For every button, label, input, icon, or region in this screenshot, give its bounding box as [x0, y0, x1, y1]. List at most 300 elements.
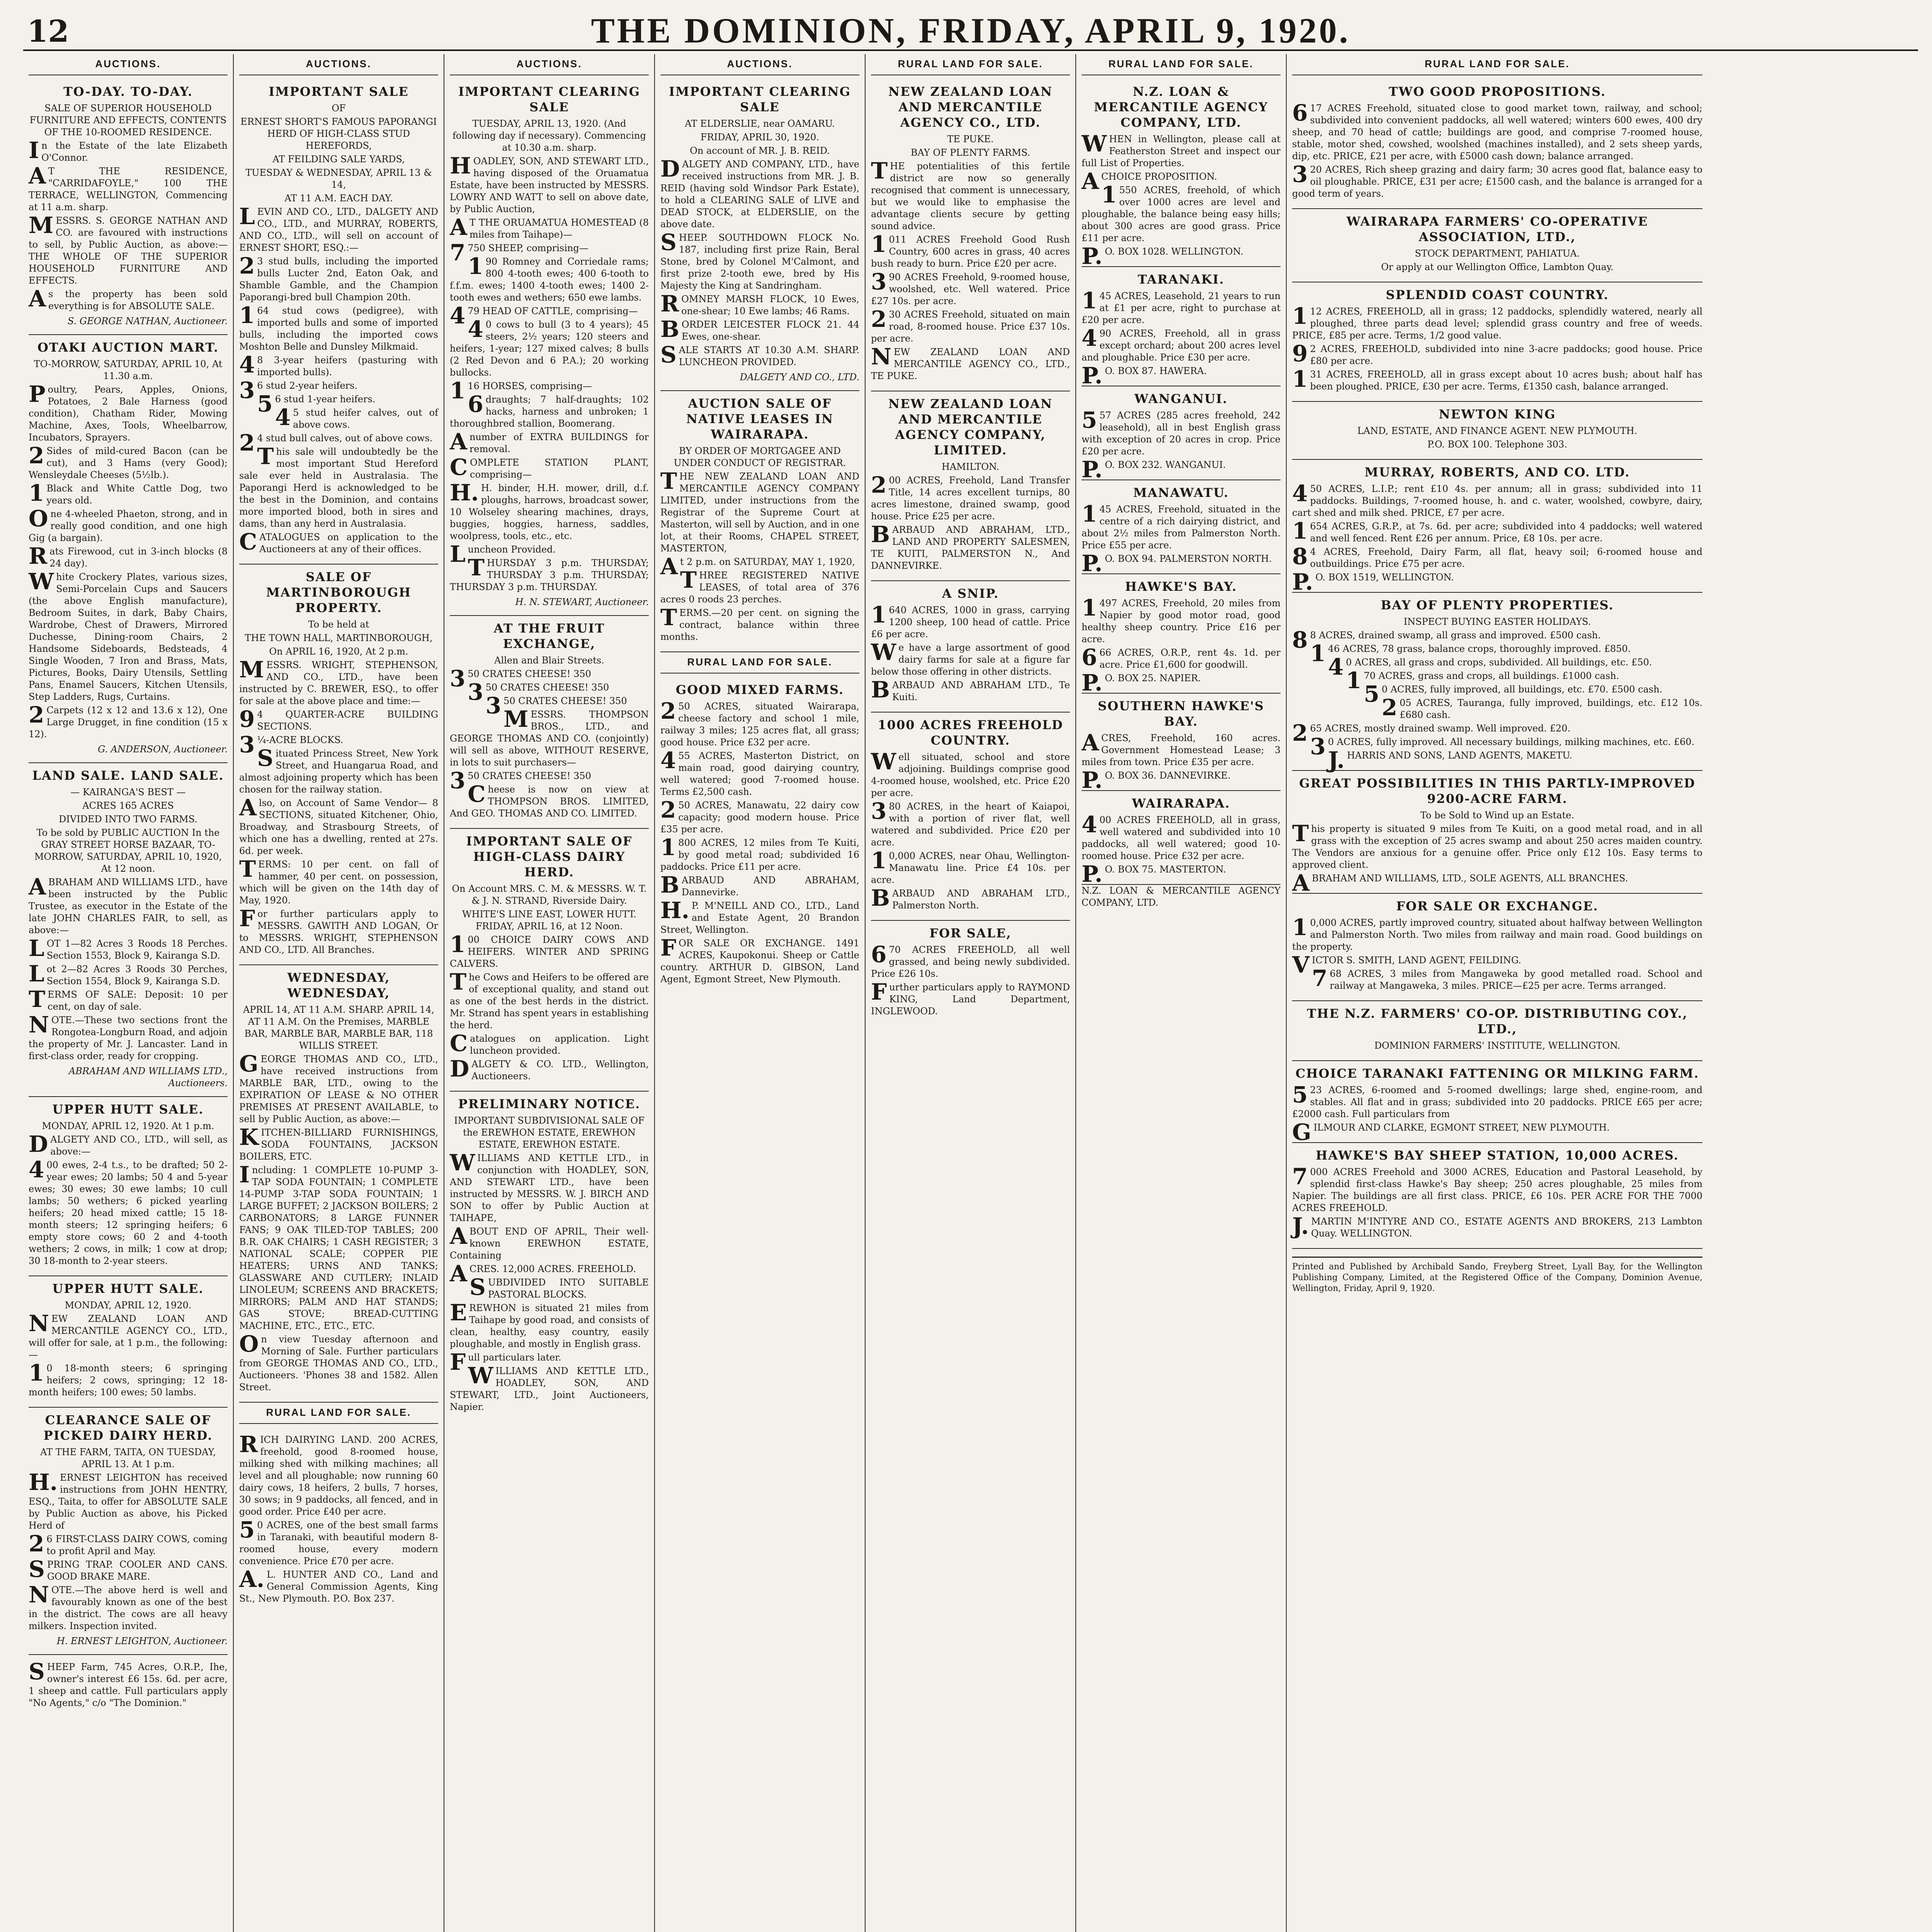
- column-heading: AUCTIONS.: [660, 54, 859, 75]
- ad-subheading: P.O. BOX 100. Telephone 303.: [1427, 439, 1567, 450]
- ad-body-paragraph: 265 ACRES, mostly drained swamp. Well improved. £20.: [1292, 720, 1571, 746]
- ad-heading: CLEARANCE SALE OF PICKED DAIRY HERD.: [43, 1413, 213, 1443]
- ad-subheading: AT ELDERSLIE, near OAMARU.: [685, 118, 835, 129]
- masthead: [23, 7, 1918, 51]
- ad-signature: H. N. STEWART, Auctioneer.: [515, 597, 649, 607]
- ad-body-paragraph: THE NEW ZEALAND LOAN AND MERCANTILE AGENCY COMPANY LIMITED, under instructions from the Registrar of the Supreme Court at Masterton, will sell by Auction, and in one lot, at their Rooms, CHAPEL STREET, MASTERTON,: [660, 468, 859, 554]
- ad-heading: LAND SALE. LAND SALE.: [32, 768, 224, 783]
- ad-body-paragraph: 10,000 ACRES, partly improved country, situated about halfway between Wellington and Palmerston North. Two miles from railway and main road. Good buildings on the property.: [1292, 914, 1702, 952]
- ad-body-paragraph: This sale will undoubtedly be the most important Stud Hereford sale ever held in Australasia. The Paporangi Herd is acknowledged to be the best in the Dominion, and contains more imported blood, both in sires and dams, than any herd in Australasia.: [239, 443, 438, 529]
- ad-heading: MURRAY, ROBERTS, AND CO. LTD.: [1364, 465, 1630, 480]
- ad-body-paragraph: 350 CRATES CHEESE! 350: [450, 767, 591, 794]
- ad-body-paragraph: H.H. binder, H.H. mower, drill, d.f. ploughs, harrows, broadcast sower, 10 Wolseley shearing machines, drays, buggies, hoggies, harness, saddles, woolpress, tools, etc., etc.: [450, 480, 649, 541]
- ad-heading: TARANAKI.: [1138, 272, 1225, 287]
- ad-heading: TWO GOOD PROPOSITIONS.: [1388, 84, 1606, 99]
- advertisement: [239, 79, 438, 565]
- ad-body-paragraph: 490 ACRES, Freehold, all in grass except orchard; about 200 acres level and ploughable. Price £30 per acre.: [1082, 325, 1281, 363]
- ad-body-paragraph: NEW ZEALAND LOAN AND MERCANTILE AGENCY CO., LTD., TE PUKE.: [871, 344, 1070, 381]
- ad-heading: A SNIP.: [942, 586, 999, 601]
- advertisement: [660, 677, 859, 994]
- ad-heading: OTAKI AUCTION MART.: [37, 340, 219, 355]
- ad-body-paragraph: 390 ACRES Freehold, 9-roomed house, woolshed, etc. Well watered. Price £27 10s. per acre.: [871, 269, 1070, 306]
- ad-body-paragraph: 7000 ACRES Freehold and 3000 ACRES, Education and Pastoral Leasehold, by splendid first-class Hawke's Bay sheep; 250 acres ploughable, 25 miles from Napier. The buildings are all first class. PRICE, £6 10s. PER ACRE FOR THE 7000 ACRES FREEHOLD.: [1292, 1163, 1702, 1213]
- ad-subheading: Allen and Blair Streets.: [494, 655, 604, 666]
- advertisement: [1082, 574, 1281, 694]
- advertisement: [239, 565, 438, 965]
- ad-body-paragraph: 50 ACRES, one of the best small farms in Taranaki, with beautiful modern 8-roomed house, every modern convenience. Price £70 per acre.: [239, 1517, 438, 1566]
- section-heading: RURAL LAND FOR SALE.: [660, 652, 859, 673]
- ad-body-paragraph: SUBDIVIDED INTO SUITABLE PASTORAL BLOCKS.: [469, 1274, 649, 1300]
- ad-body-paragraph: 88 ACRES, drained swamp, all grass and improved. £500 cash.: [1292, 627, 1601, 653]
- ad-body-paragraph: 24 stud bull calves, out of above cows.: [239, 430, 433, 456]
- ad-heading: WANGANUI.: [1134, 391, 1228, 406]
- ad-body-paragraph: 10 18-month steers; 6 springing heifers; 2 cows, springing; 12 18-month heifers; 100 ewes; 50 lambs.: [29, 1360, 228, 1398]
- ad-subheading: To be held at: [308, 619, 369, 630]
- ad-body-paragraph: 350 CRATES CHEESE! 350: [450, 665, 591, 692]
- ad-body-paragraph: J.MARTIN M'INTYRE AND CO., ESTATE AGENTS AND BROKERS, 213 Lambton Quay. WELLINGTON.: [1292, 1213, 1702, 1239]
- ad-body-paragraph: 145 ACRES, Leasehold, 21 years to run at £1 per acre, right to purchase at £20 per acre.: [1082, 287, 1281, 325]
- ad-body-paragraph: SHEEP Farm, 745 Acres, O.R.P., Ihe, owner's interest £6 15s. 6d. per acre, 1 sheep and cattle. Full particulars apply "No Agents," c/o "The Dominion.": [29, 1658, 228, 1708]
- ad-body-paragraph: Also, on Account of Same Vendor— 8 SECTIONS, situated Kitchener, Ohio, Broadway, and Strasbourg Streets, of which one has a dwelling, rented at 27s. 6d. per week.: [239, 794, 438, 856]
- ad-heading: GOOD MIXED FARMS.: [675, 682, 844, 697]
- ad-heading: BAY OF PLENTY PROPERTIES.: [1381, 598, 1614, 612]
- ad-heading: WAIRARAPA.: [1132, 796, 1230, 811]
- ad-heading: MANAWATU.: [1133, 485, 1229, 500]
- ad-body-paragraph: Lot 2—82 Acres 3 Roods 30 Perches, Section 1554, Block 9, Kairanga S.D.: [29, 961, 228, 987]
- advertisement: [29, 1276, 228, 1408]
- ad-signature: H. ERNEST LEIGHTON, Auctioneer.: [56, 1636, 228, 1646]
- ad-body-paragraph: 112 ACRES, FREEHOLD, all in grass; 12 paddocks, splendidly watered, nearly all ploughed, three parts dead level; splendid grass country and free of weeds. PRICE, £85 per acre. Terms, 1/2 good value.: [1292, 303, 1702, 341]
- ad-body-paragraph: 1Black and White Cattle Dog, two years old.: [29, 480, 228, 506]
- ad-subheading: SALE OF SUPERIOR HOUSEHOLD FURNITURE AND EFFECTS, CONTENTS OF THE 10-ROOMED RESIDENCE.: [29, 103, 227, 138]
- ad-subheading: WHITE'S LINE EAST, LOWER HUTT. FRIDAY, APRIL 16, at 12 Noon.: [462, 909, 637, 932]
- ad-subheading: AT THE FARM, TAITA, ON TUESDAY, APRIL 13. At 1 p.m.: [40, 1447, 216, 1469]
- advertisement: [871, 921, 1070, 1026]
- ad-subheading: MONDAY, APRIL 12, 1920.: [65, 1300, 192, 1311]
- ad-body-paragraph: WILLIAMS AND KETTLE LTD., in conjunction with HOADLEY, SON, AND STEWART LTD., have been instructed by MESSRS. W. J. BIRCH AND SON to offer by Public Auction at TAIHAPE,: [450, 1150, 649, 1223]
- ad-body-paragraph: BARBAUD AND ABRAHAM LTD., Te Kuiti.: [871, 677, 1070, 703]
- ad-body-paragraph: 145 ACRES, Freehold, situated in the centre of a rich dairying district, and about 2½ miles from Palmerston North. Price £55 per acre.: [1082, 501, 1281, 551]
- ad-body-paragraph: P.O. BOX 232. WANGANUI.: [1082, 456, 1226, 483]
- ad-heading: UPPER HUTT SALE.: [52, 1102, 204, 1117]
- ad-body-paragraph: 7750 SHEEP, comprising—: [450, 240, 588, 266]
- ad-body-paragraph: J.HARRIS AND SONS, LAND AGENTS, MAKETU.: [1328, 747, 1573, 773]
- ad-body-paragraph: DALGETY AND COMPANY, LTD., have received instructions from MR. J. B. REID (having sold Windsor Park Estate), to hold a CLEARING SALE of LIVE and DEAD STOCK, at ELDERSLIE, on the above date.: [660, 156, 859, 230]
- section-heading: RURAL LAND FOR SALE.: [239, 1403, 438, 1424]
- ad-body-paragraph: Further particulars apply to RAYMOND KING, Land Department, INGLEWOOD.: [871, 979, 1070, 1017]
- ad-subheading: On account of MR. J. B. REID.: [690, 145, 830, 156]
- ad-body-paragraph: 146 ACRES, 78 grass, balance crops, thoroughly improved. £850.: [1310, 640, 1631, 667]
- ad-body-paragraph: DALGETY & CO. LTD., Wellington, Auctioneers.: [450, 1056, 649, 1082]
- ad-body-paragraph: We have a large assortment of good dairy farms for sale at a figure far below those offering in other districts.: [871, 639, 1070, 677]
- advertisement: [1292, 1061, 1702, 1143]
- ad-heading: GREAT POSSIBILITIES IN THIS PARTLY-IMPROVED 9200-ACRE FARM.: [1299, 776, 1696, 806]
- ad-body-paragraph: SPRING TRAP. COOLER AND CANS. GOOD BRAKE MARE.: [29, 1556, 228, 1582]
- ad-body-paragraph: Including: 1 COMPLETE 10-PUMP 3-TAP SODA FOUNTAIN; 1 COMPLETE 14-PUMP 3-TAP SODA FOUNTAIN; 1 LARGE BUFFET; 2 JACKSON BOILERS; 2 CARBONATORS; 8 LARGE FUNNER FANS; 9 OAK TILED-TOP TABLES; 200 B.R. OAK CHAIRS; 1 CASH REGISTER; 3 NATIONAL SCALE; COPPER PIE HEATERS; URNS AND TANKS; GLASSWARE AND CUTLERY; INLAID LINOLEUM; SCREENS AND BRACKETS; MIRRORS; PALM AND HAT STANDS; GAS STOVE; BREAD-CUTTING MACHINE, ETC., ETC., ETC.: [239, 1162, 438, 1331]
- ad-body-paragraph: 100 CHOICE DAIRY COWS AND HEIFERS. WINTER AND SPRING CALVERS.: [450, 931, 649, 969]
- ad-subheading: TUESDAY & WEDNESDAY, APRIL 13 & 14,: [245, 167, 432, 190]
- advertisement: [29, 1408, 228, 1655]
- ad-heading: NEW ZEALAND LOAN AND MERCANTILE AGENCY COMPANY, LIMITED.: [888, 396, 1053, 457]
- ad-subheading: MONDAY, APRIL 12, 1920. At 1 p.m.: [42, 1121, 214, 1131]
- ad-subheading: TUESDAY, APRIL 13, 1920. (And following day if necessary). Commencing at 10.30 a.m. sharp.: [452, 118, 646, 153]
- advertisement: [29, 763, 228, 1097]
- ad-signature: G. ANDERSON, Auctioneer.: [98, 744, 228, 755]
- ad-body-paragraph: 2Sides of mild-cured Bacon (can be cut), and 3 Hams (very Good); Wensleydale Cheeses (5½lb.).: [29, 442, 228, 480]
- ad-body-paragraph: Well situated, school and store adjoining. Buildings comprise good 4-roomed house, woolshed, etc. Price £20 per acre.: [871, 748, 1070, 798]
- advertisement: [450, 1092, 649, 1422]
- ad-signature: S. GEORGE NATHAN, Auctioneer.: [68, 316, 228, 327]
- ad-body-paragraph: 1011 ACRES Freehold Good Rush Country, 600 acres in grass, 40 acres bush ready to burn. Price £20 per acre.: [871, 231, 1070, 269]
- ad-body-paragraph: 617 ACRES Freehold, situated close to good market town, railway, and school; subdivided into convenient paddocks, all well watered; winters 600 ewes, 400 dry sheep, and 70 head of cattle; buildings are good, and comprise 7-roomed house, stable, motor shed, cowshed, woolshed (machines installed), and 2 sets sheep yards, dip, etc. PRICE, £21 per acre, with £5000 cash down; balance arranged.: [1292, 100, 1702, 162]
- ad-body-paragraph: SALE STARTS AT 10.30 A.M. SHARP. LUNCHEON PROVIDED.: [660, 342, 859, 368]
- ad-body-paragraph: 131 ACRES, FREEHOLD, all in grass except about 10 acres bush; about half has been ploughed. PRICE, £30 per acre. Terms, £1350 cash, balance arranged.: [1292, 366, 1702, 392]
- ad-body-paragraph: P.O. BOX 1028. WELLINGTON.: [1082, 243, 1243, 269]
- ad-body-paragraph: 450 ACRES, L.I.P.; rent £10 4s. per annum; all in grass; subdivided into 11 paddocks. Buildings, 7-roomed house, h. and c. water, woolshed, cowbyre, dairy, cart shed and milk shed. PRICE, £7 per acre.: [1292, 480, 1702, 518]
- ad-subheading: TO-MORROW, SATURDAY, APRIL 10, At 11.30 a.m.: [34, 359, 223, 381]
- ad-body-paragraph: THURSDAY 3 p.m. THURSDAY; THURSDAY 3 p.m. THURSDAY; THURSDAY 3 p.m. THURSDAY.: [450, 554, 649, 592]
- advertisement: [871, 581, 1070, 713]
- ad-body-paragraph: 92 ACRES, FREEHOLD, subdivided into nine 3-acre paddocks; good house. Price £80 per acre.: [1292, 340, 1702, 367]
- ad-body-paragraph: LEVIN AND CO., LTD., DALGETY AND CO., LTD., and MURRAY, ROBERTS, AND CO., LTD., will sell on account of ERNEST SHORT, ESQ.:—: [239, 203, 438, 253]
- ad-body-paragraph: TERMS OF SALE: Deposit: 10 per cent, on day of sale.: [29, 986, 228, 1012]
- ad-heading: SOUTHERN HAWKE'S BAY.: [1098, 699, 1264, 729]
- ad-body-paragraph: 670 ACRES FREEHOLD, all well grassed, and being newly subdivided. Price £26 10s.: [871, 941, 1070, 979]
- ad-body-paragraph: For further particulars apply to MESSRS. GAWITH AND LOGAN, Or to MESSRS. WRIGHT, STEPHENSON AND CO., LTD. All Branches.: [239, 905, 438, 955]
- ad-heading: N.Z. LOAN & MERCANTILE AGENCY COMPANY, LTD.: [1094, 84, 1268, 130]
- ad-body-paragraph: P.O. BOX 94. PALMERSTON NORTH.: [1082, 550, 1272, 577]
- ad-body-paragraph: VICTOR S. SMITH, LAND AGENT, FEILDING.: [1292, 952, 1521, 978]
- ad-body-paragraph: HOADLEY, SON, AND STEWART LTD., having disposed of the Oruamatua Estate, have been instructed by MESSRS. LOWRY AND WATT to sell on above date, by Public Auction,: [450, 153, 649, 214]
- ad-body-paragraph: 116 HORSES, comprising—: [450, 378, 592, 404]
- ad-body-paragraph: 164 stud cows (pedigree), with imported bulls and some of imported bulls, including the imported cows Moshton Belle and Dunsley Milkmaid.: [239, 302, 438, 352]
- ad-body-paragraph: BARBAUD AND ABRAHAM, Dannevirke.: [660, 872, 859, 898]
- column-5: [866, 54, 1076, 1932]
- advertisement: [1082, 480, 1281, 577]
- ad-heading: 1000 ACRES FREEHOLD COUNTRY.: [878, 718, 1063, 748]
- ad-heading: FOR SALE OR EXCHANGE.: [1396, 899, 1599, 913]
- ad-heading: NEWTON KING: [1439, 407, 1556, 422]
- ad-heading: IMPORTANT SALE: [269, 84, 409, 99]
- ad-body-paragraph: 200 ACRES, Freehold, Land Transfer Title, 14 acres excellent turnips, 80 acres limestone, drained swamp, good house. Price £25 per acre.: [871, 472, 1070, 522]
- ad-body-paragraph: ABRAHAM AND WILLIAMS, LTD., SOLE AGENTS, ALL BRANCHES.: [1292, 870, 1628, 896]
- column-heading: RURAL LAND FOR SALE.: [1082, 54, 1281, 75]
- ad-subheading: AT FEILDING SALE YARDS,: [272, 154, 405, 165]
- ad-body-paragraph: P.O. BOX 25. NAPIER.: [1082, 670, 1201, 696]
- advertisement: [29, 79, 228, 335]
- ad-subheading: STOCK DEPARTMENT, PAHIATUA.: [1415, 248, 1580, 259]
- ad-body-paragraph: AT THE RESIDENCE, "CARRIDAFOYLE," 100 THE TERRACE, WELLINGTON, Commencing at 11 a.m. sharp.: [29, 163, 228, 213]
- ad-body-paragraph: BARBAUD AND ABRAHAM, LTD., LAND AND PROPERTY SALESMEN, TE KUITI, PALMERSTON N., And DANNEVIRKE.: [871, 521, 1070, 571]
- ad-subheading: BY ORDER OF MORTGAGEE AND UNDER CONDUCT OF REGISTRAR.: [673, 446, 846, 468]
- ad-body-paragraph: 666 ACRES, O.R.P., rent 4s. 1d. per acre. Price £1,600 for goodwill.: [1082, 644, 1281, 670]
- ad-body-paragraph: White Crockery Plates, various sizes, Semi-Porcelain Cups and Saucers (the above English manufacture), Bedroom Suites, in dark, Baby Chairs, Wardrobe, Chest of Drawers, Mirrored Duchesse, Dining-room Chairs, 2 Handsome Sideboards, Bedsteads, 4 Single Wooden, 7 Iron and Brass, Mats, Pictures, Books, Dairy Utensils, Settling Pans, Enamel Saucers, Kitchen Utensils, Step Ladders, Rugs, Curtains.: [29, 568, 228, 702]
- ad-body-paragraph: 250 ACRES, Manawatu, 22 dairy cow capacity; good modern house. Price £35 per acre.: [660, 797, 859, 835]
- ad-body-paragraph: At 2 p.m. on SATURDAY, MAY 1, 1920,: [660, 553, 855, 580]
- page-number: 12: [27, 14, 69, 49]
- ad-body-paragraph: MESSRS. THOMPSON BROS., LTD., and GEORGE THOMAS AND CO. (conjointly) will sell as above, WITHOUT RESERVE, in lots to suit purchasers—: [450, 706, 649, 768]
- ad-body-paragraph: Rats Firewood, cut in 3-inch blocks (8 24 day).: [29, 543, 228, 569]
- ad-body-paragraph: RICH DAIRYING LAND. 200 ACRES, freehold, good 8-roomed house, milking shed with milking machines; all level and all ploughable; now running 60 dairy cows, 18 heifers, 2 bulls, 7 horses, 30 sows; in 9 paddocks, all fenced, and in good order. Price £40 per acre.: [239, 1431, 438, 1517]
- ad-body-paragraph: 1800 ACRES, 12 miles from Te Kuiti, by good metal road; subdivided 16 paddocks. Price £11 per acre.: [660, 834, 859, 872]
- column-heading: RURAL LAND FOR SALE.: [871, 54, 1070, 75]
- ad-heading: AT THE FRUIT EXCHANGE,: [493, 621, 605, 651]
- column-7: [1287, 54, 1708, 1932]
- ad-body-paragraph: Poultry, Pears, Apples, Onions, Potatoes, 2 Bale Harness (good condition), Chatham Rider, Mowing Machine, Axes, Tools, Wheelbarrow, Incubators, Sprayers.: [29, 381, 228, 443]
- ad-body-paragraph: LOT 1—82 Acres 3 Roods 18 Perches. Section 1553, Block 9, Kairanga S.D.: [29, 935, 228, 961]
- ad-heading: AUCTION SALE OF NATIVE LEASES IN WAIRARAPA.: [686, 396, 834, 442]
- ad-body-paragraph: 557 ACRES (285 acres freehold, 242 leasehold), all in best English grass with exception of 20 acres in crop. Price £20 per acre.: [1082, 407, 1281, 457]
- ad-body-paragraph: 3¼-ACRE BLOCKS.: [239, 731, 344, 758]
- ad-body-paragraph: 23 stud bulls, including the imported bulls Lucter 2nd, Eaton Oak, and Shamble Gamble, and the Champion Paporangi-bred bull Champion 20th.: [239, 253, 438, 303]
- ad-subheading: DIVIDED INTO TWO FARMS.: [59, 814, 197, 825]
- page-title: THE DOMINION, FRIDAY, APRIL 9, 1920.: [591, 11, 1350, 50]
- ad-body-paragraph: 455 ACRES, Masterton District, on main road, good dairying country, well watered; good 7-roomed house. Terms £2,500 cash.: [660, 747, 859, 797]
- column-2: [234, 54, 444, 1932]
- advertisement: [1292, 1001, 1702, 1061]
- ad-body-paragraph: 380 ACRES, in the heart of Kaiapoi, with a portion of river flat, well watered and subdivided. Price £20 per acre.: [871, 798, 1070, 848]
- ad-body-paragraph: TERMS.—20 per cent. on signing the contract, balance within three months.: [660, 604, 859, 642]
- ad-body-paragraph: EREWHON is situated 21 miles from Taihape by good road, and consists of clean, healthy, easy country, easily ploughable, and mostly in English grass.: [450, 1299, 649, 1349]
- advertisement: [1292, 282, 1702, 402]
- advertisement: [450, 829, 649, 1092]
- ad-body-paragraph: 36 stud 2-year heifers.: [239, 377, 358, 403]
- advertisement: [1292, 460, 1702, 593]
- ad-body-paragraph: DALGETY AND CO., LTD., will sell, as above:—: [29, 1131, 228, 1157]
- ad-body-paragraph: ABRAHAM AND WILLIAMS LTD., have been instructed by the Public Trustee, as executor in the Estate of the late JOHN CHARLES FAIR, to sell, as above:—: [29, 874, 228, 935]
- ad-subheading: ACRES 165 ACRES: [82, 800, 174, 811]
- ad-body-paragraph: 1497 ACRES, Freehold, 20 miles from Napier by good motor road, good healthy sheep country. Price £16 per acre.: [1082, 595, 1281, 645]
- ad-body-paragraph: 56 stud 1-year heifers.: [257, 391, 376, 417]
- ad-signature: ABRAHAM AND WILLIAMS LTD., Auctioneers.: [68, 1066, 228, 1088]
- ad-body-paragraph: This property is situated 9 miles from Te Kuiti, on a good metal road, and in all grass with the exception of 25 acres swamp and about 250 acres maiden country. The Vendors are anxious for a genuine offer. Price only £12 10s. Easy terms to approved client.: [1292, 820, 1702, 870]
- advertisement: [239, 1428, 438, 1613]
- ad-body-paragraph: SHEEP. SOUTHDOWN FLOCK No. 187, including first prize Rain, Beral Stone, bred by Colonel M'Calmont, and first prize 2-tooth ewe, bred by His Majesty the King at Sandringham.: [660, 229, 859, 291]
- advertisement: [871, 391, 1070, 581]
- ad-body-paragraph: 230 ACRES Freehold, situated on main road, 8-roomed house. Price £37 10s. per acre.: [871, 306, 1070, 344]
- ad-body-paragraph: P.O. BOX 87. HAWERA.: [1082, 362, 1207, 389]
- ad-body-paragraph: BARBAUD AND ABRAHAM LTD., Palmerston North.: [871, 885, 1070, 911]
- ad-subheading: HAMILTON.: [941, 461, 1000, 472]
- ad-body-paragraph: 1550 ACRES, freehold, of which over 1000 acres are level and ploughable, the balance being easy hills; about 300 acres are good grass. Price £11 per acre.: [1082, 182, 1281, 243]
- ad-body-paragraph: One 4-wheeled Phaeton, strong, and in really good condition, and one high Gig (a bargain).: [29, 505, 228, 543]
- printer-imprint: Printed and Published by Archibald Sando, Freyberg Street, Lyall Bay, for the Wellington Publishing Company, Limited, at the Registered Office of the Company, Dominion Avenue, Wellington, Friday, April 9, 1920.: [1292, 1257, 1702, 1294]
- ad-body-paragraph: 400 ewes, 2-4 t.s., to be drafted; 50 2-year ewes; 20 lambs; 50 4 and 5-year ewes; 30 ewes; 30 ewe lambs; 10 cull lambs; 50 wethers; 6 picked yearling heifers; 20 head mixed cattle; 15 18-month steers; 12 springing heifers; 6 empty store cows; 60 2 and 4-tooth wethers; 2 cows, in milk; 1 cow at drop; 30 18-month to 2-year steers.: [29, 1156, 228, 1266]
- ad-body-paragraph: COMPLETE STATION PLANT, comprising—: [450, 454, 649, 480]
- ad-body-paragraph: 523 ACRES, 6-roomed and 5-roomed dwellings; large shed, engine-room, and stables. All flat and in grass; subdivided into 20 paddocks. PRICE £65 per acre; £2000 cash. Full particulars from: [1292, 1082, 1702, 1119]
- ad-body-paragraph: 400 ACRES FREEHOLD, all in grass, well watered and subdivided into 10 paddocks, all well watered; good 10-roomed house. Price £32 per acre.: [1082, 811, 1281, 861]
- advertisement: [1292, 79, 1702, 209]
- ad-body-paragraph: ACRES. 12,000 ACRES. FREEHOLD.: [450, 1260, 636, 1287]
- ad-body-paragraph: MESSRS. S. GEORGE NATHAN AND CO. are favoured with instructions to sell, by Public Auction, as above:— THE WHOLE OF THE SUPERIOR HOUSEHOLD FURNITURE AND EFFECTS.: [29, 212, 228, 286]
- ad-body-paragraph: Situated Princess Street, New York Street, and Huangarua Road, and almost adjoining property which has been chosen for the railway station.: [239, 745, 438, 795]
- ad-body-paragraph: ABOUT END OF APRIL, Their well-known EREWHON ESTATE, Containing: [450, 1223, 649, 1261]
- column-heading: AUCTIONS.: [450, 54, 649, 75]
- advertisement: [1082, 386, 1281, 483]
- ad-body-paragraph: NOTE.—The above herd is well and favourably known as one of the best in the district. The cows are all heavy milkers. Inspection invited.: [29, 1582, 228, 1631]
- ad-subheading: AT 11 A.M. EACH DAY.: [284, 193, 393, 204]
- ad-body-paragraph: 1640 ACRES, 1000 in grass, carrying 1200 sheep, 100 head of cattle. Price £6 per acre.: [871, 602, 1070, 639]
- ad-body-paragraph: H.P. M'NEILL AND CO., LTD., Land and Estate Agent, 20 Brandon Street, Wellington.: [660, 897, 859, 935]
- advertisement: [660, 79, 859, 391]
- advertisement: [450, 79, 649, 616]
- ad-body-paragraph: KITCHEN-BILLIARD FURNISHINGS, SODA FOUNTAINS, JACKSON BOILERS, ETC.: [239, 1124, 438, 1162]
- ad-body-paragraph: FOR SALE OR EXCHANGE. 1491 ACRES, Kaupokonui. Sheep or Cattle country. ARTHUR D. GIBSON, Land Agent, Egmont Street, New Plymouth.: [660, 935, 859, 985]
- ad-heading: TO-DAY. TO-DAY.: [63, 84, 193, 99]
- advertisement: [1082, 267, 1281, 389]
- advertisement: [1082, 791, 1281, 885]
- ad-subheading: APRIL 14, AT 11 A.M. SHARP. APRIL 14, AT 11 A.M. On the Premises, MARBLE BAR, MARBLE BAR, MARBLE BAR, 118 WILLIS STREET.: [243, 1004, 435, 1051]
- ad-body-paragraph: 50 ACRES, fully improved, all buildings, etc. £70. £500 cash.: [1364, 681, 1663, 707]
- ad-subheading: IMPORTANT SUBDIVISIONAL SALE OF the EREWHON ESTATE, EREWHON ESTATE, EREWHON ESTATE.: [454, 1115, 645, 1150]
- advertisement: [29, 1097, 228, 1276]
- ad-body-paragraph: Anumber of EXTRA BUILDINGS for removal.: [450, 429, 649, 455]
- ad-body-paragraph: GILMOUR AND CLARKE, EGMONT STREET, NEW PLYMOUTH.: [1292, 1119, 1610, 1145]
- ad-body-paragraph: 170 ACRES, grass and crops, all buildings. £1000 cash.: [1346, 667, 1619, 694]
- ad-heading: SPLENDID COAST COUNTRY.: [1386, 287, 1609, 302]
- ad-subheading: INSPECT BUYING EASTER HOLIDAYS.: [1403, 616, 1591, 627]
- ad-body-paragraph: THREE REGISTERED NATIVE LEASES, of total area of 376 acres 0 roods 23 perches.: [660, 567, 859, 605]
- ad-body-paragraph: BORDER LEICESTER FLOCK 21. 44 Ewes, one-shear.: [660, 316, 859, 342]
- ad-subheading: THE TOWN HALL, MARTINBOROUGH,: [245, 633, 433, 643]
- ad-body-paragraph: P.O. BOX 75. MASTERTON.: [1082, 861, 1226, 887]
- ad-heading: WAIRARAPA FARMERS' CO-OPERATIVE ASSOCIATION, LTD.,: [1346, 214, 1648, 244]
- column-1: [23, 54, 234, 1932]
- ad-body-paragraph: H.ERNEST LEIGHTON has received instructions from JOHN HENTRY, ESQ., Taita, to offer for ABSOLUTE SALE by Public Auction as above, his Picked Herd of: [29, 1469, 228, 1531]
- ad-signature: DALGETY AND CO., LTD.: [740, 372, 859, 383]
- column-6: [1076, 54, 1287, 1932]
- ad-body-paragraph: 190 Romney and Corriedale rams; 800 4-tooth ewes; 400 6-tooth to f.f.m. ewes; 1400 4-tooth ewes; 1400 2-tooth ewes and wethers; 650 ewe lambs.: [450, 253, 649, 303]
- ad-heading: UPPER HUTT SALE.: [52, 1281, 204, 1296]
- advertisement: [450, 616, 649, 829]
- advertisement: [871, 79, 1070, 391]
- ad-body-paragraph: MESSRS. WRIGHT, STEPHENSON, AND CO., LTD., have been instructed by C. BREWER, ESQ., to offer for sale at the above place and time:—: [239, 656, 438, 706]
- ad-body-paragraph: CATALOGUES on application to the Auctioneers at any of their offices.: [239, 529, 438, 555]
- ad-body-paragraph: 40 cows to bull (3 to 4 years); 45 steers, 2½ years; 120 steers and heifers, 1-year; 127 mixed calves; 8 bulls (2 Red Devon and 6 P.A.); 20 working bullocks.: [450, 316, 649, 378]
- advertisement: [1292, 593, 1702, 771]
- ad-body-paragraph: As the property has been sold everything is for ABSOLUTE SALE.: [29, 286, 228, 312]
- ad-body-paragraph: 26 FIRST-CLASS DAIRY COWS, coming to profit April and May.: [29, 1531, 228, 1557]
- ad-body-paragraph: ACRES, Freehold, 160 acres. Government Homestead Lease; 3 miles from town. Price £35 per acre.: [1082, 730, 1281, 767]
- ad-subheading: BAY OF PLENTY FARMS.: [910, 147, 1031, 158]
- ad-heading: IMPORTANT CLEARING SALE: [669, 84, 851, 114]
- ad-subheading: OF: [332, 103, 346, 114]
- ad-subheading: FRIDAY, APRIL 30, 1920.: [701, 132, 819, 143]
- advertisement: [1082, 694, 1281, 791]
- ad-body-paragraph: WILLIAMS AND KETTLE LTD., HOADLEY, SON, AND STEWART, LTD., Joint Auctioneers, Napier.: [450, 1362, 649, 1412]
- ad-heading: SALE OF MARTINBOROUGH PROPERTY.: [266, 570, 412, 615]
- ad-heading: WEDNESDAY, WEDNESDAY,: [287, 970, 390, 1000]
- ad-body-paragraph: GEORGE THOMAS AND CO., LTD., have received instructions from MARBLE BAR, LTD., owing to the EXPIRATION OF LEASE & NO OTHER PREMISES AT PRESENT AVAILABLE, to sell by Public Auction, as above:—: [239, 1051, 438, 1124]
- ad-body-paragraph: P.O. BOX 36. DANNEVIRKE.: [1082, 767, 1231, 793]
- ad-body-paragraph: 350 CRATES CHEESE! 350: [485, 692, 627, 719]
- ad-heading: NEW ZEALAND LOAN AND MERCANTILE AGENCY CO., LTD.: [888, 84, 1053, 130]
- ad-heading: IMPORTANT SALE OF HIGH-CLASS DAIRY HERD.: [466, 834, 633, 879]
- ad-subheading: LAND, ESTATE, AND FINANCE AGENT. NEW PLYMOUTH.: [1357, 425, 1638, 436]
- ad-heading: PRELIMINARY NOTICE.: [458, 1097, 641, 1111]
- advertisement: [1292, 1143, 1702, 1249]
- advertisement: [29, 1655, 228, 1718]
- ad-body-paragraph: 350 CRATES CHEESE! 350: [468, 679, 609, 705]
- ad-body-paragraph: 94 QUARTER-ACRE BUILDING SECTIONS.: [239, 706, 438, 732]
- ad-heading: FOR SALE,: [929, 926, 1012, 940]
- ad-body-paragraph: 2Carpets (12 x 12 and 13.6 x 12), One Large Drugget, in fine condition (15 x 12).: [29, 702, 228, 740]
- ad-body-paragraph: TERMS: 10 per cent. on fall of hammer, 40 per cent. on possession, which will be given on the 14th day of May, 1920.: [239, 856, 438, 906]
- ad-body-paragraph: Full particulars later.: [450, 1349, 561, 1375]
- advertisement: [29, 335, 228, 763]
- ad-subheading: To be Sold to Wind up an Estate.: [1420, 810, 1575, 821]
- advertisement: [239, 965, 438, 1403]
- ad-body-paragraph: THE potentialities of this fertile district are now so generally recognised that comment is unnecessary, but we would like to emphasise the advantage clients secure by getting sound advice.: [871, 158, 1070, 231]
- advertisement: [1292, 402, 1702, 460]
- ad-body-paragraph: ROMNEY MARSH FLOCK, 10 Ewes, one-shear; 10 Ewe lambs; 46 Rams.: [660, 291, 859, 317]
- ad-body-paragraph: On view Tuesday afternoon and Morning of Sale. Further particulars from GEORGE THOMAS AND CO., LTD., Auctioneers. 'Phones 38 and 1582. Allen Street.: [239, 1331, 438, 1393]
- ad-body-paragraph: AT THE ORUAMATUA HOMESTEAD (8 miles from Taihape)—: [450, 214, 649, 240]
- ad-heading: THE N.Z. FARMERS' CO-OP. DISTRIBUTING COY., LTD.,: [1307, 1006, 1688, 1036]
- ad-body-paragraph: ACHOICE PROPOSITION.: [1082, 168, 1217, 194]
- ad-body-paragraph: Catalogues on application. Light luncheon provided.: [450, 1030, 649, 1056]
- advertisement: [1292, 771, 1702, 894]
- ad-body-paragraph: P.O. BOX 1519, WELLINGTON.: [1292, 569, 1454, 595]
- ad-body-paragraph: 6draughts; 7 half-draughts; 102 hacks, harness and unbroken; 1 thoroughbred stallion, Boomerang.: [450, 391, 649, 429]
- column-4: [655, 54, 866, 1932]
- column-heading: AUCTIONS.: [29, 54, 228, 75]
- ad-body-paragraph: 768 ACRES, 3 miles from Mangaweka by good metalled road. School and railway at Mangaweka, 3 miles. PRICE—£25 per acre. Terms arranged.: [1312, 965, 1702, 992]
- ad-heading: HAWKE'S BAY SHEEP STATION, 10,000 ACRES.: [1316, 1148, 1679, 1163]
- ad-body-paragraph: NEW ZEALAND LOAN AND MERCANTILE AGENCY CO., LTD., will offer for sale, at 1 p.m., the following:—: [29, 1310, 228, 1360]
- column-3: [444, 54, 655, 1932]
- ad-subheading: — KAIRANGA'S BEST —: [70, 787, 186, 798]
- column-footer: N.Z. LOAN & MERCANTILE AGENCY COMPANY, LTD.: [1082, 885, 1281, 908]
- ad-body-paragraph: A.L. HUNTER AND CO., Land and General Commission Agents, King St., New Plymouth. P.O. Box 237.: [239, 1566, 438, 1604]
- ad-heading: IMPORTANT CLEARING SALE: [458, 84, 640, 114]
- ad-body-paragraph: The Cows and Heifers to be offered are of exceptional quality, and stand out as one of the best herds in the district. Mr. Strand has spent years in establishing the herd.: [450, 969, 649, 1031]
- ad-subheading: ERNEST SHORT'S FAMOUS PAPORANGI HERD OF HIGH-CLASS STUD HEREFORDS,: [240, 116, 437, 151]
- column-container: [23, 54, 1918, 1932]
- ad-body-paragraph: In the Estate of the late Elizabeth O'Connor.: [29, 137, 228, 163]
- column-heading: RURAL LAND FOR SALE.: [1292, 54, 1702, 75]
- advertisement: [871, 713, 1070, 921]
- ad-body-paragraph: 10,000 ACRES, near Ohau, Wellington-Manawatu line. Price £4 10s. per acre.: [871, 847, 1070, 885]
- ad-body-paragraph: 479 HEAD OF CATTLE, comprising—: [450, 303, 638, 329]
- advertisement: [1292, 209, 1702, 282]
- ad-subheading: DOMINION FARMERS' INSTITUTE, WELLINGTON.: [1374, 1040, 1621, 1051]
- advertisement: [1082, 79, 1281, 267]
- ad-body-paragraph: Luncheon Provided.: [450, 541, 556, 567]
- ad-subheading: TE PUKE.: [947, 134, 994, 145]
- advertisement: [660, 391, 859, 652]
- advertisement: [1292, 894, 1702, 1001]
- ad-body-paragraph: 45 stud heifer calves, out of above cows.: [275, 404, 438, 430]
- ad-body-paragraph: Cheese is now on view at THOMPSON BROS. LIMITED, And GEO. THOMAS AND CO. LIMITED.: [450, 781, 649, 819]
- ad-body-paragraph: 320 ACRES, Rich sheep grazing and dairy farm; 30 acres good flat, balance easy to oil ploughable. PRICE, £31 per acre; £1500 cash, and the balance is arranged for a good term of years.: [1292, 161, 1702, 199]
- ad-body-paragraph: NOTE.—These two sections front the Rongotea-Longburn Road, and adjoin the property of Mr. J. Lancaster. Land in first-class order, ready for cropping.: [29, 1012, 228, 1061]
- ad-body-paragraph: 250 ACRES, situated Wairarapa, cheese factory and school 1 mile, railway 3 miles; 125 acres flat, all grass; good house. Price £32 per acre.: [660, 698, 859, 748]
- ad-subheading: On Account MRS. C. M. & MESSRS. W. T. & J. N. STRAND, Riverside Dairy.: [452, 883, 647, 906]
- ad-subheading: On APRIL 16, 1920, At 2 p.m.: [269, 646, 408, 657]
- ad-subheading: Or apply at our Wellington Office, Lambton Quay.: [1381, 262, 1614, 272]
- ad-body-paragraph: 48 3-year heifers (pasturing with imported bulls).: [239, 352, 438, 378]
- ad-heading: HAWKE'S BAY.: [1125, 579, 1237, 594]
- ad-body-paragraph: 1654 ACRES, G.R.P., at 7s. 6d. per acre; subdivided into 4 paddocks; well watered and well fenced. Rent £26 per annum. Price, £8 10s. per acre.: [1292, 518, 1702, 544]
- ad-heading: CHOICE TARANAKI FATTENING OR MILKING FARM.: [1295, 1066, 1699, 1081]
- ad-body-paragraph: 30 ACRES, fully improved. All necessary buildings, milking machines, etc. £60.: [1310, 733, 1695, 760]
- ad-subheading: To be sold by PUBLIC AUCTION In the GRAY STREET HORSE BAZAAR, TO-MORROW, SATURDAY, APRIL 10, 1920, At 12 noon.: [34, 827, 222, 874]
- ad-body-paragraph: WHEN in Wellington, please call at Featherston Street and inspect our full List of Properties.: [1082, 131, 1281, 168]
- ad-body-paragraph: 205 ACRES, Tauranga, fully improved, buildings, etc. £12 10s. £680 cash.: [1381, 694, 1702, 721]
- ad-body-paragraph: 84 ACRES, Freehold, Dairy Farm, all flat, heavy soil; 6-roomed house and outbuildings. Price £75 per acre.: [1292, 543, 1702, 570]
- column-heading: AUCTIONS.: [239, 54, 438, 75]
